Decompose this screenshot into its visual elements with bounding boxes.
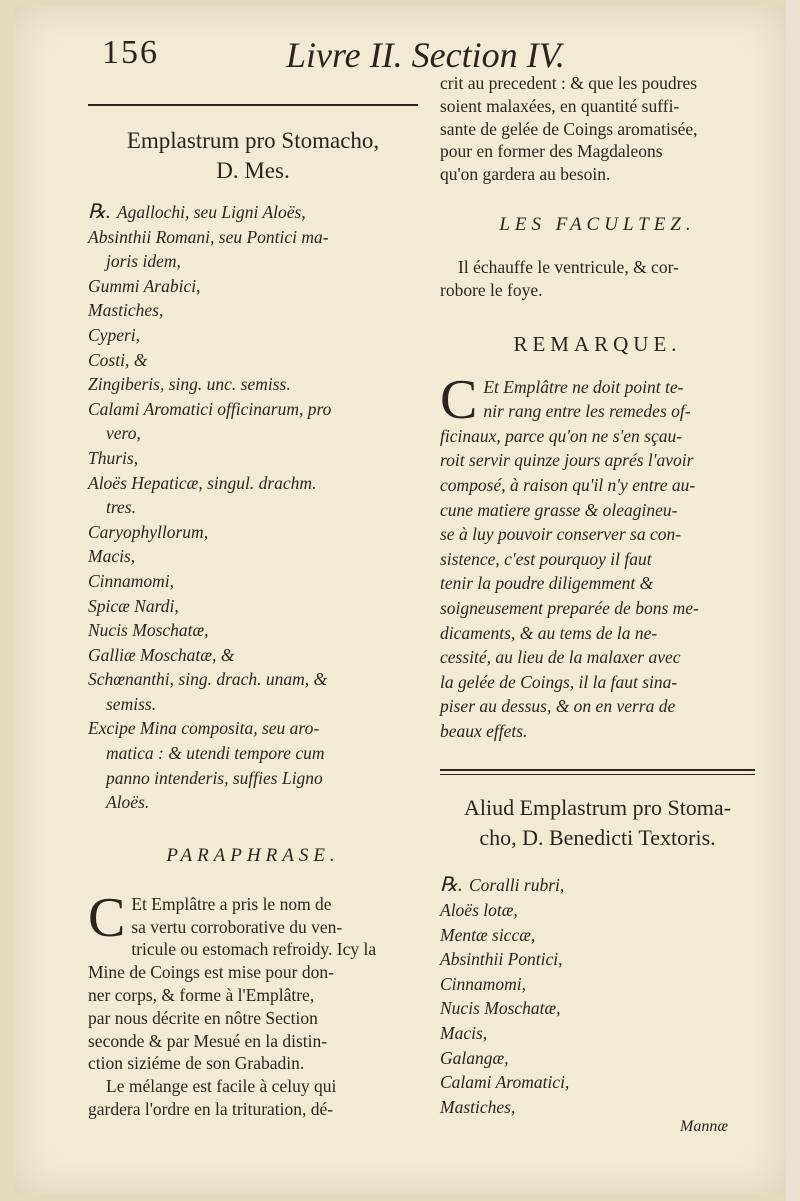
text-line: se à luy pouvoir conserver sa con-	[440, 524, 682, 545]
recipe-symbol: ℞.	[440, 874, 463, 897]
ingredient-line: Macis,	[88, 546, 136, 567]
text-line: soient malaxées, en quantité suffi-	[440, 95, 680, 116]
ingredient-line: Aloës lotæ,	[440, 900, 518, 921]
recipe-title-line: Aliud Emplastrum pro Stoma-	[463, 795, 732, 821]
ingredient-line: panno intenderis, suffies Ligno	[106, 767, 323, 788]
ingredient-line: Cinnamomi,	[440, 973, 527, 994]
ingredient-line: tres.	[106, 497, 136, 518]
text-line: roit servir quinze jours aprés l'avoir	[440, 450, 694, 471]
ingredient-line: Schœnanthi, sing. drach. unam, &	[88, 669, 328, 690]
text-line: ner corps, & forme à l'Emplâtre,	[88, 985, 315, 1006]
page-edge	[786, 0, 800, 1201]
title-rule	[88, 104, 418, 106]
text-line: composé, à raison qu'il n'y entre au-	[440, 474, 696, 495]
ingredient-line: Excipe Mina composita, seu aro-	[88, 718, 320, 739]
double-rule	[440, 774, 755, 775]
text-line: Et Emplâtre ne doit point te-	[483, 376, 684, 397]
recipe-title-line: D. Mes.	[216, 158, 290, 183]
text-line: Et Emplâtre a pris le nom de	[131, 893, 332, 914]
ingredient-line: Gummi Arabici,	[88, 275, 201, 296]
facultez-heading: LES FACULTEZ.	[499, 213, 696, 235]
text-line: beaux effets.	[440, 720, 528, 741]
text-line: dicaments, & au tems de la ne-	[440, 622, 658, 643]
recipe-title	[88, 126, 418, 186]
text-line: tenir la poudre diligemment &	[440, 573, 654, 594]
ingredient-line: joris idem,	[106, 251, 181, 272]
ingredient-line: ℞. Agallochi, seu Ligni Aloës,	[88, 201, 306, 223]
text-line: cune matiere grasse & oleagineu-	[440, 499, 678, 520]
ingredient-line: Galangæ,	[440, 1047, 509, 1068]
ingredient-line: Calami Aromatici officinarum, pro	[88, 398, 332, 419]
recipe-symbol: ℞.	[88, 201, 111, 223]
ingredient-line: Nucis Moschatæ,	[440, 998, 561, 1019]
text-line: cessité, au lieu de la malaxer avec	[440, 647, 681, 668]
drop-cap: C	[440, 368, 478, 431]
ingredient-line: ℞. Coralli rubri,	[440, 874, 565, 897]
page-number: 156	[102, 34, 159, 71]
ingredient-line: Calami Aromatici,	[440, 1072, 570, 1093]
ingredient-line: Macis,	[440, 1023, 488, 1044]
text-line: robore le foye.	[440, 279, 543, 300]
text-line: ficinaux, parce qu'on ne s'en sçau-	[440, 425, 683, 446]
text-line: qu'on gardera au besoin.	[440, 164, 611, 185]
ingredient-line: Aloës.	[106, 792, 150, 813]
recipe-title	[440, 793, 755, 853]
text-line: seconde & par Mesué en la distin-	[88, 1030, 328, 1051]
ingredient-line: Cyperi,	[88, 324, 141, 345]
ingredient-line: vero,	[106, 423, 141, 444]
ingredient-list	[88, 200, 418, 815]
continuation-text	[440, 72, 755, 186]
right-column	[440, 72, 755, 1119]
text-line: pour en former des Magdaleons	[440, 141, 663, 162]
text-line: ction siziéme de son Grabadin.	[88, 1053, 305, 1074]
drop-cap: C	[88, 886, 126, 949]
text-line: sante de gelée de Coings aromatisée,	[440, 118, 698, 139]
catchword: Mannæ	[680, 1118, 728, 1135]
text-line: nir rang entre les remedes of-	[483, 401, 691, 422]
ingredient-line: matica : & utendi tempore cum	[106, 743, 325, 764]
double-rule	[440, 769, 755, 771]
text-line: crit au precedent : & que les poudres	[440, 73, 698, 93]
paraphrase-text	[88, 886, 418, 1121]
text-line: tricule ou estomach refroidy. Icy la	[131, 939, 377, 960]
running-title: Livre II. Section IV.	[286, 35, 565, 75]
remarque-text	[440, 368, 755, 744]
text-line: la gelée de Coings, il la faut sina-	[440, 671, 678, 692]
text-line: Mine de Coings est mise pour don-	[88, 962, 334, 983]
ingredient-line: Absinthii Pontici,	[440, 949, 563, 970]
ingredient-list	[440, 873, 755, 1119]
recipe-title-line: Emplastrum pro Stomacho,	[126, 128, 380, 153]
ingredient-line: Mastiches,	[440, 1096, 516, 1117]
ingredient-line: Mentæ siccæ,	[440, 924, 536, 945]
facultez-text	[440, 256, 755, 302]
recipe-title-line: cho, D. Benedicti Textoris.	[479, 825, 716, 851]
text-line: Le mélange est facile à celuy qui	[106, 1076, 337, 1097]
ingredient-line: Cinnamomi,	[88, 570, 175, 591]
text-line: soigneusement preparée de bons me-	[440, 597, 699, 618]
ingredient-line: Aloës Hepaticæ, singul. drachm.	[88, 472, 317, 493]
text-line: Il échauffe le ventricule, & cor-	[458, 256, 679, 277]
ingredient-line: Nucis Moschatæ,	[88, 620, 209, 641]
text-line: gardera l'ordre en la trituration, dé-	[88, 1099, 334, 1120]
ingredient-line: Costi, &	[88, 349, 148, 370]
ingredient-line: Galliæ Moschatæ, &	[88, 644, 235, 665]
text-line: sa vertu corroborative du ven-	[131, 916, 343, 937]
ingredient-line: Mastiches,	[88, 300, 164, 321]
ingredient-line: Spicæ Nardi,	[88, 595, 179, 616]
left-column	[88, 82, 418, 1121]
ingredient-line: semiss.	[106, 693, 157, 714]
remarque-heading: REMARQUE.	[513, 331, 682, 356]
paraphrase-heading: PARAPHRASE.	[166, 844, 340, 866]
ingredient-line: Caryophyllorum,	[88, 521, 209, 542]
text-line: sistence, c'est pourquoy il faut	[440, 548, 652, 569]
text-line: piser au dessus, & on en verra de	[440, 696, 676, 717]
text-line: par nous décrite en nôtre Section	[88, 1007, 318, 1028]
ingredient-line: Thuris,	[88, 447, 139, 468]
ingredient-line: Absinthii Romani, seu Pontici ma-	[88, 226, 329, 247]
section-divider	[440, 769, 755, 775]
ingredient-line: Zingiberis, sing. unc. semiss.	[88, 374, 291, 395]
